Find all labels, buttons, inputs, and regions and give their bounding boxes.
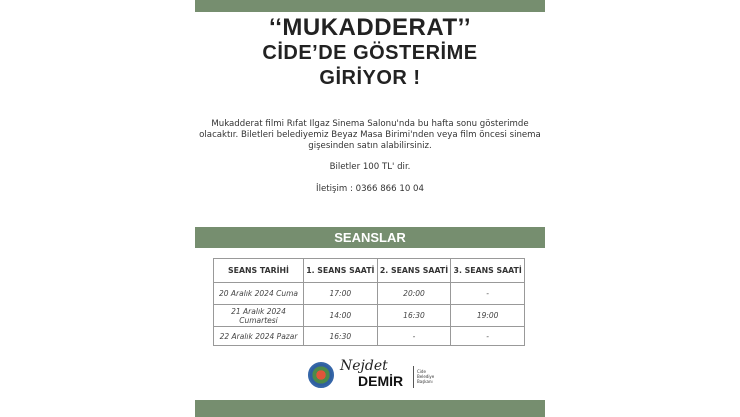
- time-cell: 16:30: [304, 327, 378, 346]
- mayor-role: Cide Belediye Başkanı: [417, 369, 435, 384]
- table-header-row: [214, 259, 525, 283]
- time-cell: -: [377, 327, 451, 346]
- time-cell: -: [451, 327, 525, 346]
- ticket-price: Biletler 100 TL' dir.: [329, 162, 411, 172]
- contact-phone: İletişim : 0366 866 10 04: [316, 184, 424, 194]
- signature-last-name: DEMİR: [358, 373, 404, 389]
- time-cell: -: [451, 283, 525, 305]
- time-cell: 19:00: [451, 305, 525, 327]
- time-cell: 17:00: [304, 283, 378, 305]
- title-line-1: ‘‘MUKADDERAT’’: [268, 14, 472, 41]
- time-cell: 14:00: [304, 305, 378, 327]
- column-header: 3. SEANS SAATİ: [451, 259, 525, 283]
- sessions-heading: SEANSLAR: [195, 227, 545, 248]
- mayor-signature-logo: [308, 360, 448, 392]
- divider: [413, 366, 414, 388]
- date-cell: 20 Aralık 2024 Cuma: [214, 283, 304, 305]
- sessions-table: [213, 258, 525, 346]
- bottom-band: [195, 400, 545, 417]
- column-header: SEANS TARİHİ: [214, 259, 304, 283]
- time-cell: 20:00: [377, 283, 451, 305]
- column-header: 1. SEANS SAATİ: [304, 259, 378, 283]
- time-cell: 16:30: [377, 305, 451, 327]
- title-line-3: GİRİYOR !: [319, 67, 421, 89]
- table-row: [214, 283, 525, 305]
- description-paragraph: Mukadderat filmi Rıfat Ilgaz Sinema Salonu'nda bu hafta sonu gösterimde olacaktır. Biletleri belediyemiz Beyaz Masa Birimi'nden veya film öncesi sinema gişesinden satın alabilirsiniz.: [199, 119, 541, 151]
- date-cell: 22 Aralık 2024 Pazar: [214, 327, 304, 346]
- date-cell: 21 Aralık 2024 Cumartesi: [214, 305, 304, 327]
- table-row: [214, 327, 525, 346]
- municipality-seal-icon: [308, 362, 334, 388]
- title-line-2: CİDE’DE GÖSTERİME: [262, 42, 478, 64]
- top-band: [195, 0, 545, 12]
- column-header: 2. SEANS SAATİ: [377, 259, 451, 283]
- signature-first-name: Nejdet: [340, 358, 388, 374]
- table-row: [214, 305, 525, 327]
